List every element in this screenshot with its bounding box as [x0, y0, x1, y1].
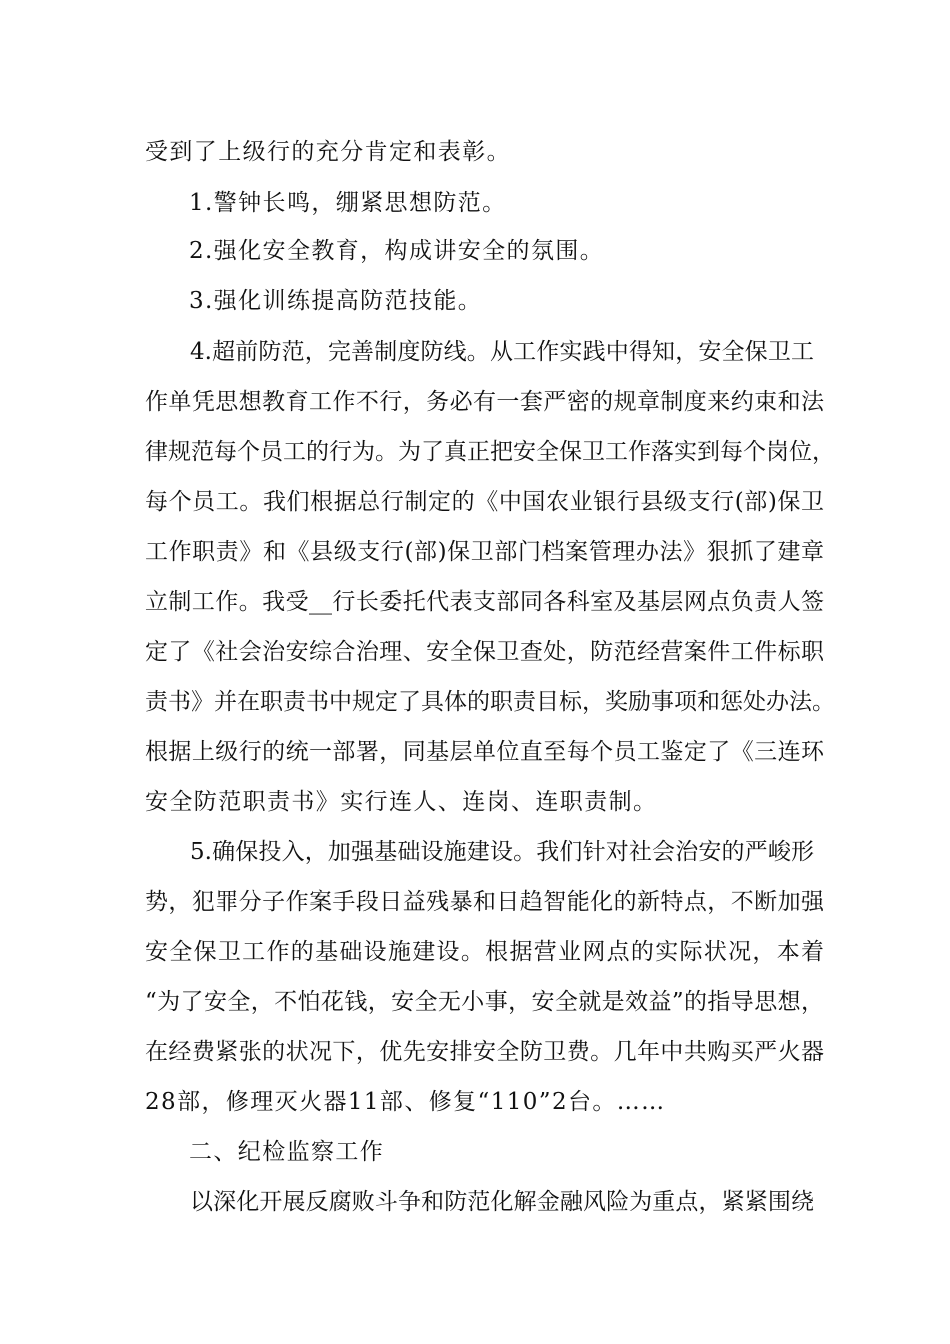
list-item-2: 2.强化安全教育，构成讲安全的氛围。 — [189, 238, 605, 264]
list-item-1: 1.警钟长鸣，绷紧思想防范。 — [189, 190, 507, 216]
list-item-3: 3.强化训练提高防范技能。 — [189, 288, 483, 314]
paragraph-line: “为了安全，不怕花钱，安全无小事，安全就是效益”的指导思想， — [145, 989, 824, 1015]
section-heading: 二、纪检监察工作 — [189, 1139, 385, 1165]
paragraph-line: 根据上级行的统一部署，同基层单位直至每个员工鉴定了《三连环 — [145, 739, 824, 765]
paragraph-line: 定了《社会治安综合治理、安全保卫查处，防范经营案件工件标职 — [145, 639, 824, 665]
paragraph-line: 每个员工。我们根据总行制定的《中国农业银行县级支行(部)保卫 — [145, 489, 824, 515]
list-item-4: 4.超前防范，完善制度防线。从工作实践中得知，安全保卫工 — [190, 339, 814, 365]
paragraph-line: 28部，修理灭火器11部、修复“110”2台。…… — [145, 1089, 666, 1115]
paragraph-line: 立制工作。我受__行长委托代表支部同各科室及基层网点负责人签 — [145, 589, 824, 615]
paragraph-line: 安全保卫工作的基础设施建设。根据营业网点的实际状况，本着 — [145, 939, 824, 965]
paragraph-line: 安全防范职责书》实行连人、连岗、连职责制。 — [145, 789, 658, 815]
paragraph-line: 工作职责》和《县级支行(部)保卫部门档案管理办法》狠抓了建章 — [145, 539, 824, 565]
paragraph-line: 责书》并在职责书中规定了具体的职责目标，奖励事项和惩处办法。 — [145, 689, 835, 715]
paragraph-line: 受到了上级行的充分肯定和表彰。 — [145, 139, 511, 165]
list-item-5: 5.确保投入，加强基础设施建设。我们针对社会治安的严峻形 — [190, 839, 814, 865]
paragraph-line: 作单凭思想教育工作不行，务必有一套严密的规章制度来约束和法 — [145, 389, 824, 415]
paragraph-line: 势，犯罪分子作案手段日益残暴和日趋智能化的新特点，不断加强 — [145, 889, 824, 915]
paragraph-line: 以深化开展反腐败斗争和防范化解金融风险为重点，紧紧围绕 — [190, 1189, 814, 1215]
paragraph-line: 在经费紧张的状况下，优先安排安全防卫费。几年中共购买严火器 — [145, 1039, 824, 1065]
paragraph-line: 律规范每个员工的行为。为了真正把安全保卫工作落实到每个岗位， — [145, 439, 835, 465]
